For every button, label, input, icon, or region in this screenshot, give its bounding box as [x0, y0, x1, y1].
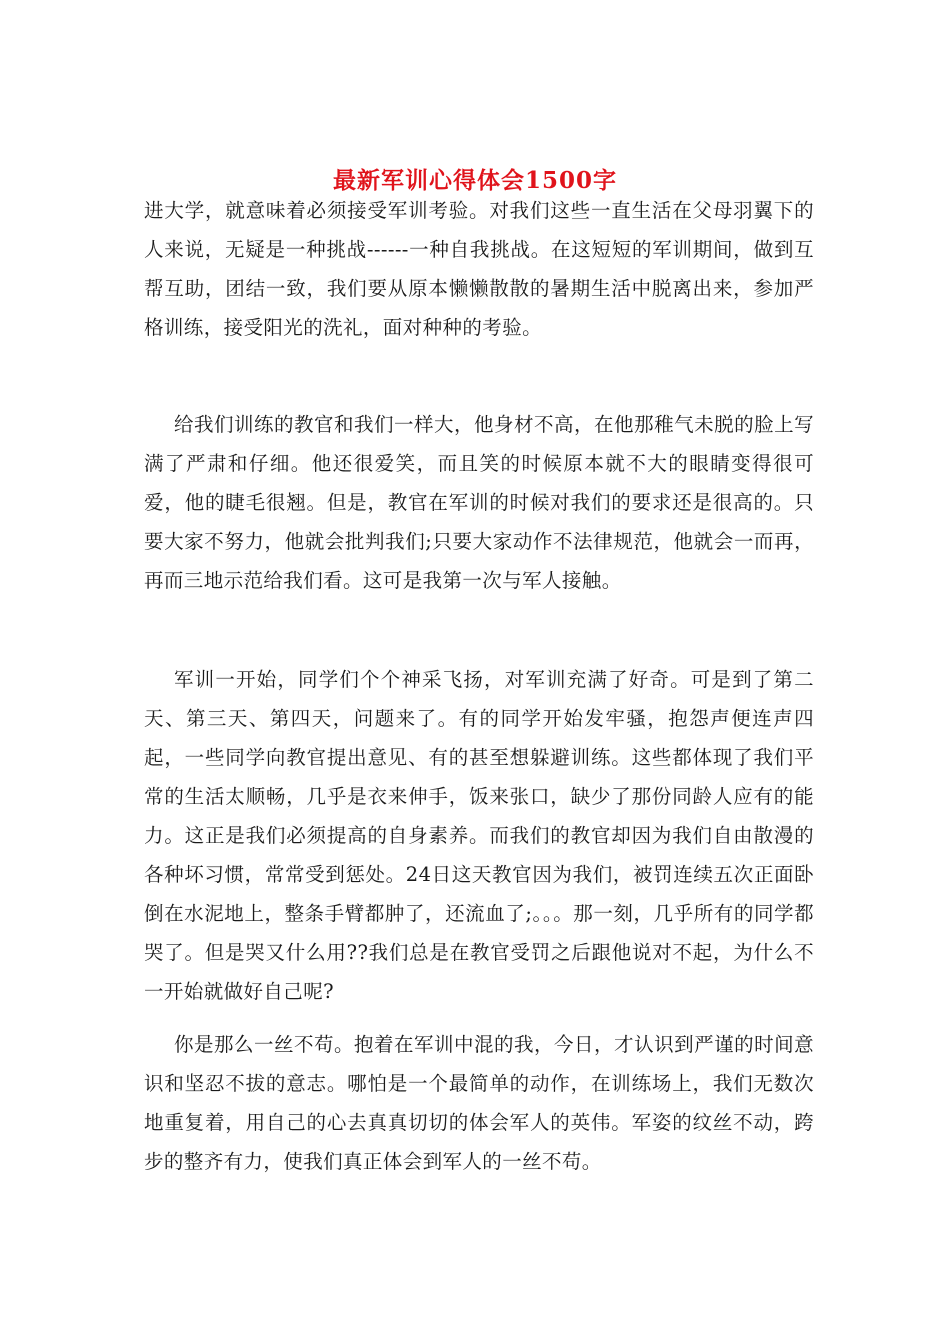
document-title: 最新军训心得体会1500字 — [332, 167, 617, 195]
paragraph-1: 进大学，就意味着必须接受军训考验。对我们这些一直生活在父母羽翼下的人来说，无疑是一种挑战------一种自我挑战。在这短短的军训期间，做到互帮互助，团结一致，我们要从原本懒懒散散的暑期生活中脱离出来，参加严格训练，接受阳光的洗礼，面对种种的考验。 — [144, 199, 814, 339]
paragraph-2: 给我们训练的教官和我们一样大，他身材不高，在他那稚气未脱的脸上写满了严肃和仔细。他还很爱笑，而且笑的时候原本就不大的眼睛变得很可爱，他的睫毛很翘。但是，教官在军训的时候对我们的要求还是很高的。只要大家不努力，他就会批判我们;只要大家动作不法律规范，他就会一而再，再而三地示范给我们看。这可是我第一次与军人接触。 — [144, 413, 814, 592]
paragraph-4: 你是那么一丝不苟。抱着在军训中混的我，今日，才认识到严谨的时间意识和坚忍不拔的意志。哪怕是一个最简单的动作，在训练场上，我们无数次地重复着，用自己的心去真真切切的体会军人的英伟。军姿的纹丝不动，跨步的整齐有力，使我们真正体会到军人的一丝不苟。 — [144, 1033, 814, 1173]
paragraph-3: 军训一开始，同学们个个神采飞扬，对军训充满了好奇。可是到了第二天、第三天、第四天，问题来了。有的同学开始发牢骚，抱怨声便连声四起，一些同学向教官提出意见、有的甚至想躲避训练。这些都体现了我们平常的生活太顺畅，几乎是衣来伸手，饭来张口，缺少了那份同龄人应有的能力。这正是我们必须提高的自身素养。而我们的教官却因为我们自由散漫的各种坏习惯，常常受到惩处。24日这天教官因为我们，被罚连续五次正面卧倒在水泥地上，整条手臂都肿了，还流血了;。。。那一刻，几乎所有的同学都哭了。但是哭又什么用??我们总是在教官受罚之后跟他说对不起，为什么不一开始就做好自己呢? — [144, 668, 814, 1003]
